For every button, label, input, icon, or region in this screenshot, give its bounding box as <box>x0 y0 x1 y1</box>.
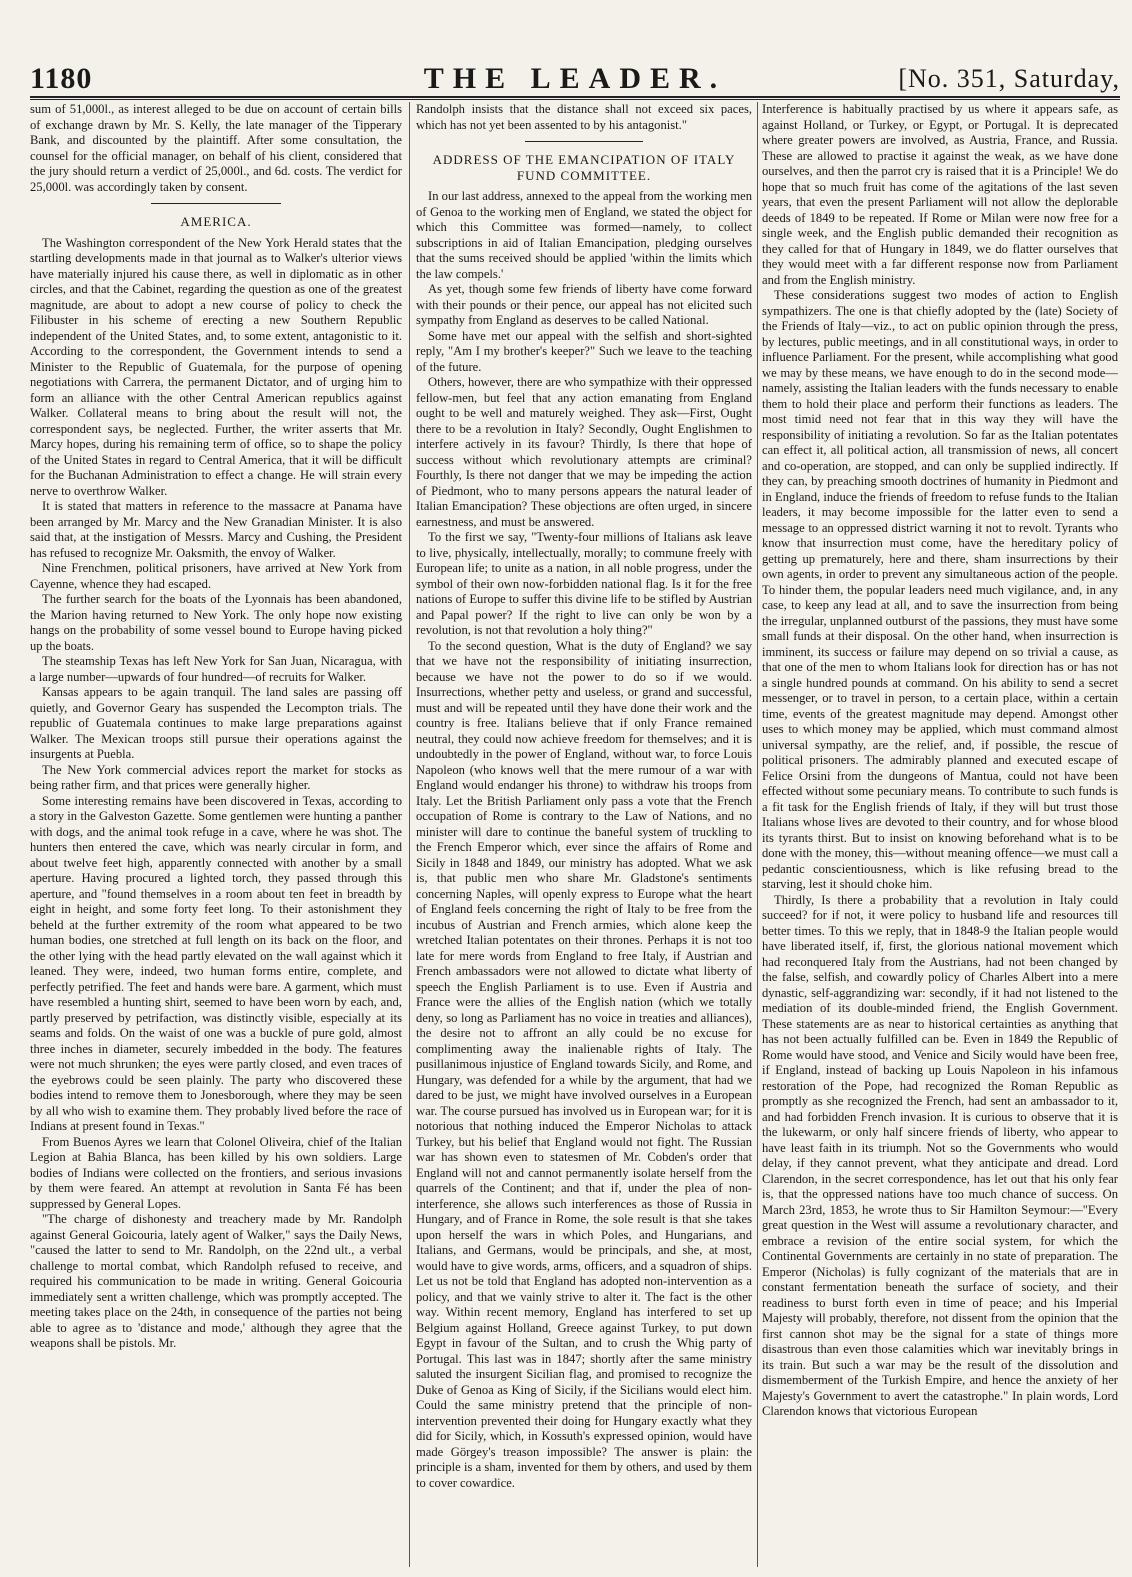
paragraph: Randolph insists that the distance shall not exceed six paces, which has not yet been assented to by his antagonist." <box>416 102 752 132</box>
paragraph: The steamship Texas has left New York for San Juan, Nicaragua, with a large number—upwards of four hundred—of recruits for Walker. <box>30 654 402 684</box>
column-2 <box>416 102 752 1567</box>
paragraph: sum of 51,000l., as interest alleged to be due on account of certain bills of exchange drawn by Mr. S. Kelly, the late manager of the Tipperary Bank, and discounted by the plaintiff. After some consultation, the counsel for the official manager, on behalf of his client, considered that the jury should return a verdict of 25,000l., and 6d. costs. The verdict for 25,000l. was accordingly taken by consent. <box>30 102 402 194</box>
header-rule <box>30 96 1120 98</box>
paragraph: From Buenos Ayres we learn that Colonel Oliveira, chief of the Italian Legion at Bahia Blanca, has been killed by his own soldiers. Large bodies of Indians were collected on the frontiers, and serious invasions by them were feared. An attempt at revolution in Santa Fé has been suppressed by General Lopes. <box>30 1134 402 1211</box>
header-rule-thin <box>30 99 1120 100</box>
paragraph: As yet, though some few friends of liberty have come forward with their pounds or their pence, our appeal has not elicited such sympathy from England as deserves to be called National. <box>416 282 752 327</box>
paragraph: To the second question, What is the duty of England? we say that we have not the responsibility of initiating insurrection, because we have not the power to do so if we would. Insurrections, whether petty and useless, or grand and successful, must and will be repeated until they have done their work and the country is free. Italians believe that if only France remained neutral, they could now achieve freedom for themselves; and it is undoubtedly in the power of England, without war, to force Louis Napoleon (who knows well that the mere rumour of a war with England would endanger his throne) to withdraw his troops from Italy. Let the British Parliament only pass a vote that the French occupation of Rome is contrary to the Law of Nations, and no minister will dare to continue the baneful system of truckling to the French Emperor which, ever since the affairs of Rome and Sicily in 1848 and 1849, our ministry has adopted. What we ask is, that public men who share Mr. Gladstone's sentiments concerning Naples, will openly express to Europe what the heart of England feels concerning the right of Italy to be free from the incubus of Austrian and French armies, which alone keep the wretched Italian potentates on their thrones. Perhaps it is not too late for mere words from England to free Italy, if Austrian and French ambassadors were not allowed to dictate what liberty of speech the English Parliament is to use. Even if Austria and France were the allies of the English nation (which we totally deny, so long as Parliament has no voice in treaties and alliances), the desire not to affront an ally could be no excuse for complimenting away the inalienable rights of Italy. The pusillanimous injustice of England towards Sicily, and Rome, and Hungary, was defended for a while by the argument, that had we dared to be just, we might have involved ourselves in a European war. The course pursued has involved us in European war; for it is notorious that nothing induced the Emperor Nicholas to attack Turkey, but his belief that England would not fight. The Russian war has shown even to statesmen of Mr. Cobden's order that England will not and cannot permanently isolate herself from the quarrels of the Continent; and that if, under the plea of non-interference, she allows such interferences as those of Russia in Hungary, and of France in Rome, the sole result is that she takes upon herself the wars in which Poles, and Hungarians, and Italians, and Germans, would be principals, and she, at most, would have to give words, arms, officers, and a squadron of ships. Let us not be told that England has adopted non-intervention as a policy, and that we vainly strive to alter it. The fact is the other way. Within recent memory, England has interfered to set up Belgium against Holland, Greece against Turkey, to put down Egypt in favour of the Sultan, and to crush the Whig party of Portugal. This last was in 1847; shortly after the same ministry saluted the insurgent Sicilian flag, and promised to recognize the Duke of Genoa as King of Sicily, if the Sicilians would elect him. Could the same ministry pretend that the principle of non-intervention prevented their doing for Hungary exactly what they did for Sicily, which, in Kossuth's expressed opinion, would have made Görgey's treason impossible? The answer is plain: the principle is a sham, invented for them by others, and used by them to cover cowardice. <box>416 638 752 1490</box>
paragraph: "The charge of dishonesty and treachery made by Mr. Randolph against General Goicouria, lately agent of Walker," says the Daily News, "caused the latter to send to Mr. Randolph, on the 22nd ult., a verbal challenge to mortal combat, which Randolph refused to receive, and required his communication to be made in writing. General Goicouria immediately sent a written challenge, which was promptly accepted. The meeting takes place on the 24th, in consequence of the parties not being able to agree as to 'distance and mode,' although they agree that the weapons shall be pistols. Mr. <box>30 1212 402 1350</box>
paragraph: The further search for the boats of the Lyonnais has been abandoned, the Marion having returned to New York. The only hope now existing hangs on the probability of some vessel bound to Europe having picked up the boats. <box>30 592 402 653</box>
paragraph: Others, however, there are who sympathize with their oppressed fellow-men, but feel that any action emanating from England ought to be well and maturely weighed. They ask—First, Ought there to be a revolution in Italy? Secondly, Ought Englishmen to interfere actively in its favour? Thirdly, Is there that hope of success without which revolutionary attempts are criminal? Fourthly, Is there not danger that we may be impeding the action of Piedmont, who to many persons appears the natural leader of Italian Emancipation? These objections are often urged, in sincere earnestness, and must be answered. <box>416 375 752 529</box>
paragraph: The Washington correspondent of the New York Herald states that the startling developments made in that journal as to Walker's ulterior views have materially injured his cause there, as well in diplomatic as in other circles, and that the Cabinet, regarding the question as one of the greatest magnitude, are about to adopt a new course of policy to check the Filibuster in his scheme of erecting a new Southern Republic independent of the United States, and, to some extent, antagonistic to it. According to the correspondent, the Government intends to send a Minister to the Republic of Guatemala, for the purpose of opening negotiations with Carrera, the permanent Dictator, and of urging him to form an alliance with the other Central American republics against Walker. Collateral means to bring about the result will not, the correspondent says, be neglected. Further, the writer asserts that Mr. Marcy hopes, during his remaining term of office, so to shape the policy of the United States in regard to Central America, that it will be difficult for the Buchanan Administration to effect a change. He will strain every nerve to overthrow Walker. <box>30 235 402 498</box>
paragraph: Interference is habitually practised by us where it appears safe, as against Holland, or Turkey, or Egypt, or Portugal. It is deprecated where greater powers are involved, as Austria, France, and Russia. These are allowed to practise it against the weak, as we have done ourselves, and then the parrot cry is raised that it is a Principle! We do hope that so much fruit has come of the agitations of the last seven years, that even the present Parliament will not allow the deplorable deeds of 1849 to be repeated. If Rome or Milan were now free for a single week, and the English public demanded their recognition as they called for that of Hungary in 1849, we do flatter ourselves that they would meet with a far different response now from Parliament and from the English ministry. <box>762 102 1118 287</box>
paragraph: The New York commercial advices report the market for stocks as being rather firm, and that prices were generally higher. <box>30 762 402 792</box>
column-divider <box>409 102 410 1567</box>
page-number: 1180 <box>30 62 93 95</box>
paragraph: To the first we say, "Twenty-four millions of Italians ask leave to live, physically, intellectually, morally; to commune freely with European life; to unite as a nation, in all noble progress, under the symbol of their own now-forbidden national flag. Is it for the free nations of Europe to suffer this divine life to be stifled by Austrian and Papal power? If the right to live can only be won by a revolution, is not that revolution a holy thing?" <box>416 530 752 637</box>
column-3 <box>762 102 1118 1567</box>
paragraph: Some interesting remains have been discovered in Texas, according to a story in the Galveston Gazette. Some gentlemen were hunting a panther with dogs, and the animal took refuge in a cave, where he was shot. The hunters then entered the cave, which was nearly circular in form, and about twelve feet high, apparently connected with another by a small aperture. Having procured a lighted torch, they passed through this aperture, and "found themselves in a room about ten feet in breadth by eight in height, and some forty feet long. To their astonishment they beheld at the further extremity of the room what appeared to be two human bodies, one stretched at full length on its back on the floor, and the other lying with the head partly elevated on the wall against which it leaned. They were, indeed, two human forms entire, complete, and perfectly petrified. The feet and hands were bare. A garment, which must have resembled a hunting shirt, seemed to have been worn by each, and, partly preserved by petrifaction, was distinctly visible, especially at its seams and folds. On the waist of one was a buckle of pure gold, almost three inches in diameter, securely imbedded in the body. The features were not much shrunken; the eyes were partly closed, and even traces of the eyebrows could be seen plainly. The party who discovered these bodies intend to remove them to Jonesborough, where they may be seen by all who wish to examine them. They probably lived before the race of Indians at present found in Texas." <box>30 793 402 1133</box>
section-rule <box>525 141 643 142</box>
section-rule <box>151 203 281 204</box>
paragraph: It is stated that matters in reference to the massacre at Panama have been arranged by Mr. Marcy and the New Granadian Minister. It is also said that, at the instigation of Messrs. Marcy and Cushing, the President has refused to recognize Mr. Oaksmith, the envoy of Walker. <box>30 499 402 560</box>
issue-info: [No. 351, Saturday, <box>898 64 1120 93</box>
paragraph: Nine Frenchmen, political prisoners, have arrived at New York from Cayenne, whence they had escaped. <box>30 561 402 591</box>
section-heading-address: ADDRESS OF THE EMANCIPATION OF ITALY FUND COMMITTEE. <box>432 152 736 183</box>
section-heading-america: AMERICA. <box>180 214 252 229</box>
paragraph: Thirdly, Is there a probability that a revolution in Italy could succeed? for if not, it were policy to husband life and resources till better times. To this we reply, that in 1848-9 the Italian people would have liberated itself, if, first, the glorious national movement which had reconquered Italy from the Austrians, had not been changed by the false, selfish, and cowardly policy of Charles Albert into a mere dynastic, self-aggrandizing war: secondly, if it had not listened to the mediation of its double-minded friend, the English Government. These statements are as near to historical certainties as anything that has not been actually fulfilled can be. Even in 1849 the Republic of Rome would have stood, and Venice and Sicily would have been free, if England, instead of backing up Louis Napoleon in his infamous restoration of the Pope, had recognized the Roman Republic as promptly as she recognized the French, had sent an ambassador to it, and had forbidden French invasion. It is curious to observe that it is the lukewarm, or only half sincere friends of liberty, who appear to have least faith in its triumph. Not so the Governments who would delay, if they cannot prevent, what they anticipate and dread. Lord Clarendon, in the secret correspondence, has let out that his only fear is, that the oppressed nations have too much chance of success. On March 23rd, 1853, he wrote thus to Sir Hamilton Seymour:—"Every great question in the West will assume a revolutionary character, and embrace a revision of the entire social system, for which the Continental Governments are certainly in no state of preparation. The Emperor (Nicholas) is fully cognizant of the materials that are in constant fermentation beneath the surface of society, and their readiness to burst forth even in time of peace; and his Imperial Majesty will probably, therefore, not dissent from the opinion that the first cannon shot may be the signal for a state of things more disastrous than even those calamities which war inevitably brings in its train. But such a war may be the result of the dissolution and dismemberment of the Turkish Empire, and hence the anxiety of her Majesty's Government to avert the catastrophe." In plain words, Lord Clarendon knows that victorious European <box>762 892 1118 1418</box>
column-divider <box>757 102 758 1567</box>
paragraph: Kansas appears to be again tranquil. The land sales are passing off quietly, and Governor Geary has suspended the Lecompton trials. The republic of Guatemala continues to make large preparations against Walker. The Mexican troops still pursue their operations against the insurgents at Puebla. <box>30 685 402 761</box>
column-1 <box>30 102 402 1567</box>
paragraph: Some have met our appeal with the selfish and short-sighted reply, "Am I my brother's keeper?" Such we leave to the teaching of the future. <box>416 328 752 374</box>
paragraph: These considerations suggest two modes of action to English sympathizers. The one is that chiefly adopted by the (late) Society of the Friends of Italy—viz., to act on public opinion through the press, by lectures, public meetings, and in all constitutional ways, in order to influence Parliament. For the present, while accomplishing what good we may by these means, we have enough to do in the second mode—namely, assisting the Italian leaders with the funds necessary to enable them to hold their place and perform their functions as leaders. The most timid need not fear that in this way they will have the responsibility of initiating a revolution. So far as the Italian potentates can effect it, all political action, all transmission of news, all concert and co-operation, are stopped, and can only be supplied indirectly. If they can, by preaching smooth doctrines of humanity in Piedmont and in England, induce the friends of freedom to refuse funds to the Italian leaders, it may become impossible for the latter even to send a message to an oppressed district warning it not to revolt. Tyrants who know that insurrection must come, have the hereditary policy of getting up prematurely, here and there, sham insurrections by their own agents, in order to prevent any simultaneous action of the people. To hinder them, the popular leaders need much vigilance, and, in any case, to keep any lead at all, and to save the insurrection from being the irregular, unplanned outburst of the passions, they must have some small funds at their disposal. On the other hand, when insurrection is imminent, its success or failure may depend on so trivial a cause, as that one of the men to whom Italians look for direction has or has not a single hundred pounds at command. On his ability to send a secret messenger, or to travel in person, to a certain place, within a certain time, events of the greatest magnitude may depend. Amongst other uses to which money may be applied, which must command almost universal sympathy, are the relief, and, if possible, the rescue of political prisoners. The admirably planned and executed escape of Felice Orsini from the dungeons of Mantua, could not have been effected without some pecuniary means. To contribute to such funds is a fit task for the English friends of Italy, if they will but trust those Italians whose lives are devoted to their country, and for whose blood its tyrants thirst. But to insist on knowing beforehand what is to be done with the money, this—without meaning offence—we must call a pedantic conscientiousness, which is like refusing bread to the starving, lest it should choke him. <box>762 288 1118 891</box>
masthead: THE LEADER. <box>423 62 727 95</box>
paragraph: In our last address, annexed to the appeal from the working men of Genoa to the working men of England, we stated the object for which this Committee was formed—namely, to collect subscriptions in aid of Italian Emancipation, pledging ourselves that the sums received should be applied 'within the limits which the law compels.' <box>416 189 752 281</box>
